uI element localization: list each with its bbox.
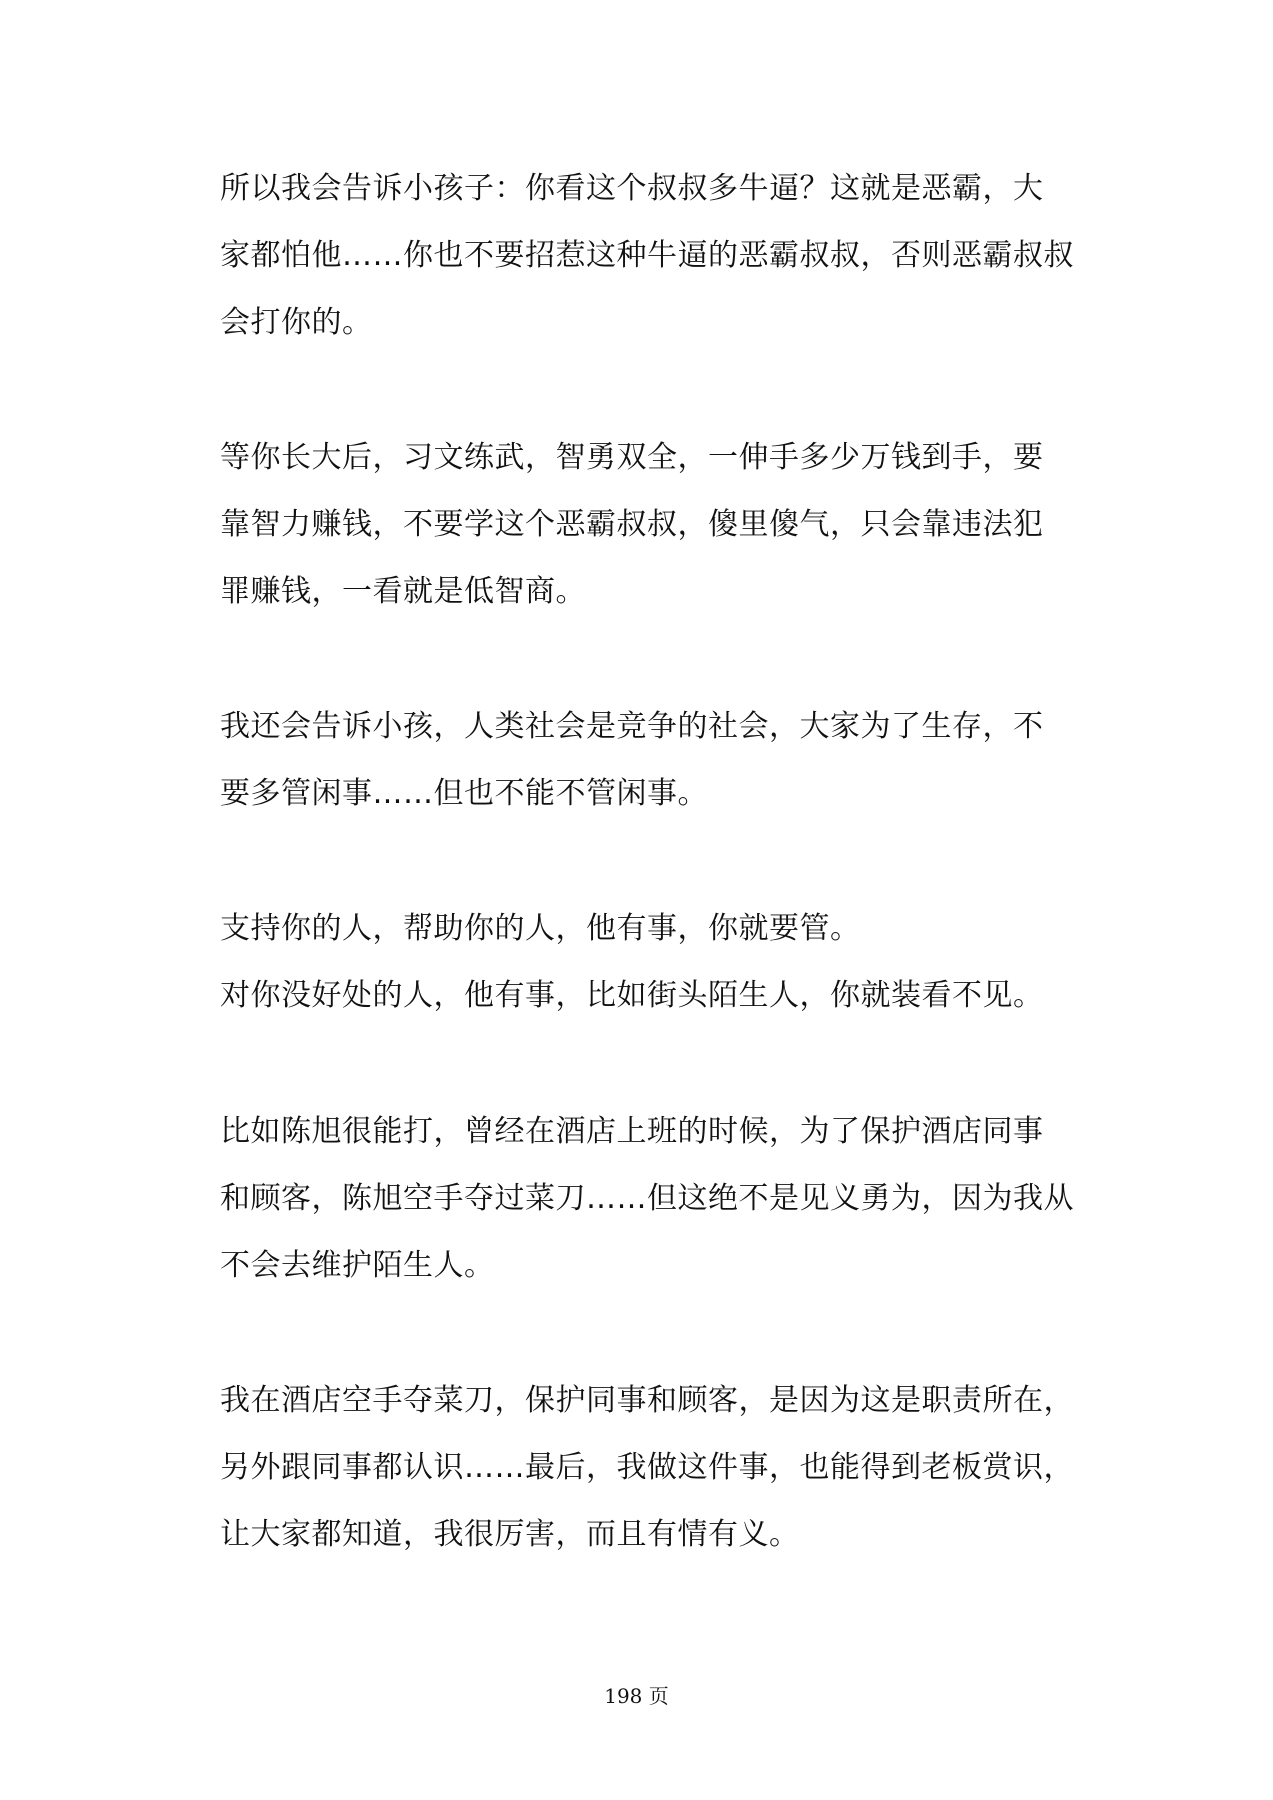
paragraph-line: 另外跟同事都认识……最后，我做这件事，也能得到老板赏识， [220, 1450, 1074, 1485]
paragraph-1 [220, 155, 1074, 356]
paragraph-line: 比如陈旭很能打，曾经在酒店上班的时候，为了保护酒店同事 [220, 1114, 1044, 1149]
paragraph-line: 我还会告诉小孩，人类社会是竞争的社会，大家为了生存，不 [220, 709, 1044, 744]
paragraph-6 [220, 1367, 1074, 1568]
paragraph-line: 家都怕他……你也不要招惹这种牛逼的恶霸叔叔，否则恶霸叔叔 [220, 238, 1074, 273]
paragraph-line: 让大家都知道，我很厉害，而且有情有义。 [220, 1517, 800, 1552]
paragraph-line: 会打你的。 [220, 305, 373, 340]
paragraph-line: 和顾客，陈旭空手夺过菜刀……但这绝不是见义勇为，因为我从 [220, 1181, 1074, 1216]
paragraph-2 [220, 424, 1060, 625]
paragraph-line: 不会去维护陌生人。 [220, 1248, 495, 1283]
paragraph-line: 靠智力赚钱，不要学这个恶霸叔叔，傻里傻气，只会靠违法犯 [220, 507, 1044, 542]
paragraph-5 [220, 1098, 1074, 1299]
paragraph-line: 要多管闲事……但也不能不管闲事。 [220, 776, 708, 811]
paragraph-line: 我在酒店空手夺菜刀，保护同事和顾客，是因为这是职责所在， [220, 1383, 1074, 1418]
page-number: 198 页 [604, 1684, 669, 1708]
paragraph-line: 罪赚钱，一看就是低智商。 [220, 574, 586, 609]
paragraph-line: 支持你的人，帮助你的人，他有事，你就要管。 [220, 911, 861, 946]
paragraph-4 [220, 895, 1060, 1029]
paragraph-3 [220, 693, 1060, 827]
paragraph-line: 等你长大后，习文练武，智勇双全，一伸手多少万钱到手，要 [220, 440, 1044, 475]
paragraph-line: 对你没好处的人，他有事，比如街头陌生人，你就装看不见。 [220, 978, 1044, 1013]
paragraph-line: 所以我会告诉小孩子：你看这个叔叔多牛逼？这就是恶霸，大 [220, 171, 1044, 206]
